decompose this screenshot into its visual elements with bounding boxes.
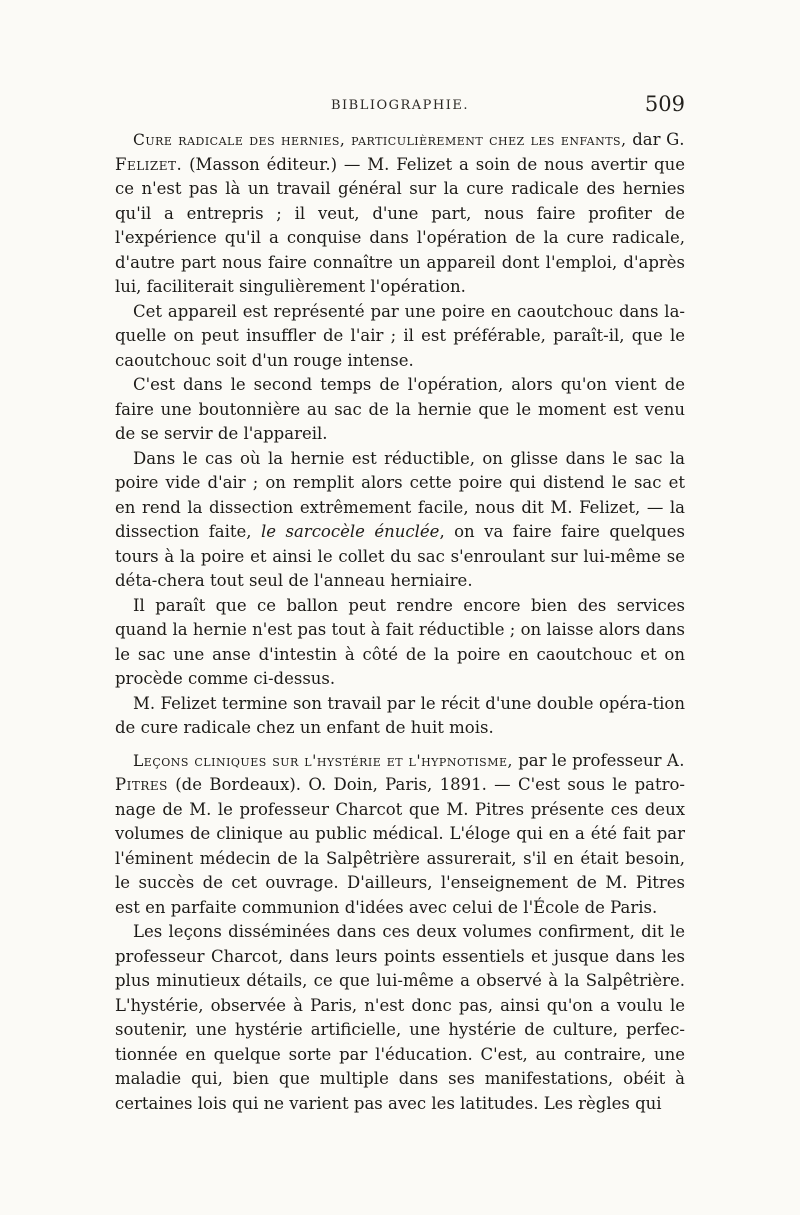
paragraph-text: Dans le cas où la hernie est réductible, on glisse dans le sac la poire vide d'air ; on remplit alors cette poire qui distend le sac et en rend la dissection extrêmement facile, nous dit M. Felizet, — la dissection faite, (115, 448, 685, 541)
running-head: BIBLIOGRAPHIE. (330, 98, 470, 113)
emphasis-text: le sarcocèle énuclée (261, 522, 440, 541)
paragraph (115, 447, 685, 594)
review-author: A. Pitres (115, 750, 685, 794)
paragraph-text: Cet appareil est représenté par une poire en caoutchouc dans la-quelle on peut insuffler de l'air ; il est préférable, paraît-il, que le caoutchouc soit d'un rouge intense. (115, 301, 685, 370)
paragraph (115, 128, 685, 300)
author-prefix: par le professeur (518, 750, 662, 770)
paragraph-text: Les leçons disséminées dans ces deux volumes confirment, dit le professeur Charcot, dans leurs points essentiels et jusque dans les plus minutieux détails, ce que lui-même a observé à la Salpêtrière. L'hystérie, observée à Paris, n'est donc pas, ainsi qu'on a voulu le soutenir, une hystérie artificielle, une hystérie de culture, perfec-tionnée en quelque sorte par l'éducation. C'est, au contraire, une maladie qui, bien que multiple dans ses manifestations, obéit à certaines lois qui ne varient pas avec les latitudes. Les règles qui (115, 922, 685, 1113)
paragraph (115, 920, 685, 1116)
review-pitres (115, 749, 685, 1117)
paragraph (115, 594, 685, 692)
paragraph (115, 300, 685, 374)
paragraph-text: Il paraît que ce ballon peut rendre encore bien des services quand la hernie n'est pas tout à fait réductible ; on laisse alors dans le sac une anse d'intestin à côté de la poire en caoutchouc et on procède comme ci-dessus. (115, 595, 685, 688)
paragraph-text: , on va faire faire quelques tours à la poire et ainsi le collet du sac s'enroulant sur lui-même se déta-chera tout seul de l'anneau herniaire. (115, 522, 686, 590)
paragraph-text: (Masson éditeur.) — M. Felizet a soin de nous avertir que ce n'est pas là un travail général sur la cure radicale des hernies qu'il a entrepris ; il veut, d'une part, nous faire profiter de l'expérience qu'il a conquise dans l'opération de la cure radicale, d'autre part nous faire connaître un appareil dont l'emploi, d'après lui, faciliterait singulièrement l'opération. (115, 154, 685, 296)
paragraph (115, 373, 685, 447)
paragraph (115, 692, 685, 741)
review-title: Leçons cliniques sur l'hystérie et l'hypnotisme, (133, 751, 513, 770)
paragraph (115, 749, 685, 921)
review-title: Cure radicale des hernies, particulièrement chez les enfants, (133, 131, 627, 149)
page-header (115, 92, 685, 122)
page-body (115, 128, 685, 1116)
paragraph-text: M. Felizet termine son travail par le récit d'une double opéra-tion de cure radicale chez un enfant de huit mois. (115, 693, 685, 737)
review-felizet (115, 128, 685, 741)
paragraph-text: (de Bordeaux). O. Doin, Paris, 1891. — C'est sous le patro-nage de M. le professeur Charcot que M. Pitres présente ces deux volumes de clinique au public médical. L'éloge qui en a été fait par l'éminent médecin de la Salpêtrière assurerait, s'il en était besoin, le succès de cet ouvrage. D'ailleurs, l'enseignement de M. Pitres est en parfaite communion d'idées avec celui de l'École de Paris. (115, 775, 685, 917)
review-author: G. Felizet. (115, 130, 685, 174)
page-number: 509 (644, 92, 685, 116)
author-prefix: dar (632, 130, 661, 149)
paragraph-text: C'est dans le second temps de l'opération, alors qu'on vient de faire une boutonnière au sac de la hernie que le moment est venu de se servir de l'appareil. (115, 375, 685, 443)
